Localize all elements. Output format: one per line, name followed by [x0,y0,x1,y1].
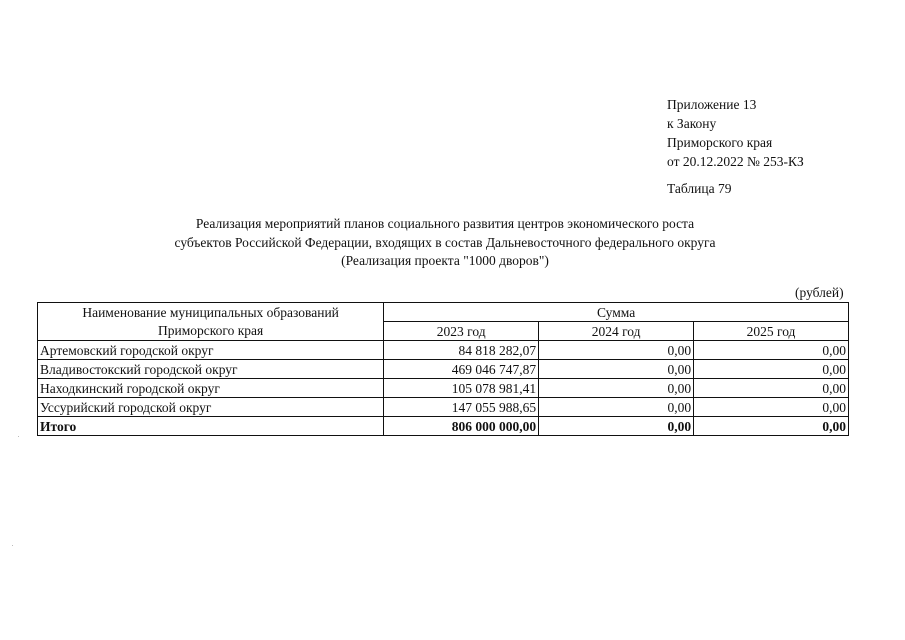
row-amount-2024: 0,00 [539,360,694,379]
total-amount-2023: 806 000 000,00 [384,417,539,436]
header-year-2025: 2025 год [694,322,849,341]
header-municipality-line-1: Наименование муниципальных образований [82,304,339,320]
table-total-row [38,417,849,436]
row-municipality-name: Уссурийский городской округ [38,398,384,417]
row-municipality-name: Артемовский городской округ [38,341,384,360]
title-line-2: субъектов Российской Федерации, входящих в состав Дальневосточного федерального округа [174,234,716,250]
row-amount-2025: 0,00 [694,341,849,360]
row-municipality-name: Находкинский городской округ [38,379,384,398]
row-amount-2023: 147 055 988,65 [384,398,539,417]
row-amount-2025: 0,00 [694,379,849,398]
annex-header [667,95,804,171]
document-title [0,215,890,271]
header-municipality-line-2: Приморского края [158,322,264,338]
scan-speck [18,436,19,437]
table-row [38,341,849,360]
header-year-2024: 2024 год [539,322,694,341]
total-amount-2025: 0,00 [694,417,849,436]
table-row [38,360,849,379]
scan-speck [12,545,13,546]
annex-law-ref: к Закону [667,116,717,131]
header-municipality [38,303,384,341]
title-line-1: Реализация мероприятий планов социального развития центров экономического роста [195,216,695,231]
table-row [38,379,849,398]
table-header-row [38,303,849,322]
title-line-3: (Реализация проекта "1000 дворов") [341,253,549,268]
header-year-2023: 2023 год [384,322,539,341]
table-row [38,398,849,417]
row-amount-2023: 105 078 981,41 [384,379,539,398]
row-amount-2023: 84 818 282,07 [384,341,539,360]
budget-table [37,302,849,436]
annex-law-date: от 20.12.2022 № 253-КЗ [667,154,804,169]
total-label: Итого [38,417,384,436]
table-number: Таблица 79 [667,181,732,196]
row-amount-2024: 0,00 [539,341,694,360]
row-amount-2025: 0,00 [694,360,849,379]
total-amount-2024: 0,00 [539,417,694,436]
units-label: (рублей) [795,285,844,300]
row-amount-2024: 0,00 [539,379,694,398]
annex-region: Приморского края [667,135,773,150]
header-sum: Сумма [384,303,849,322]
row-municipality-name: Владивостокский городской округ [38,360,384,379]
annex-number: Приложение 13 [667,97,757,112]
row-amount-2023: 469 046 747,87 [384,360,539,379]
row-amount-2024: 0,00 [539,398,694,417]
row-amount-2025: 0,00 [694,398,849,417]
